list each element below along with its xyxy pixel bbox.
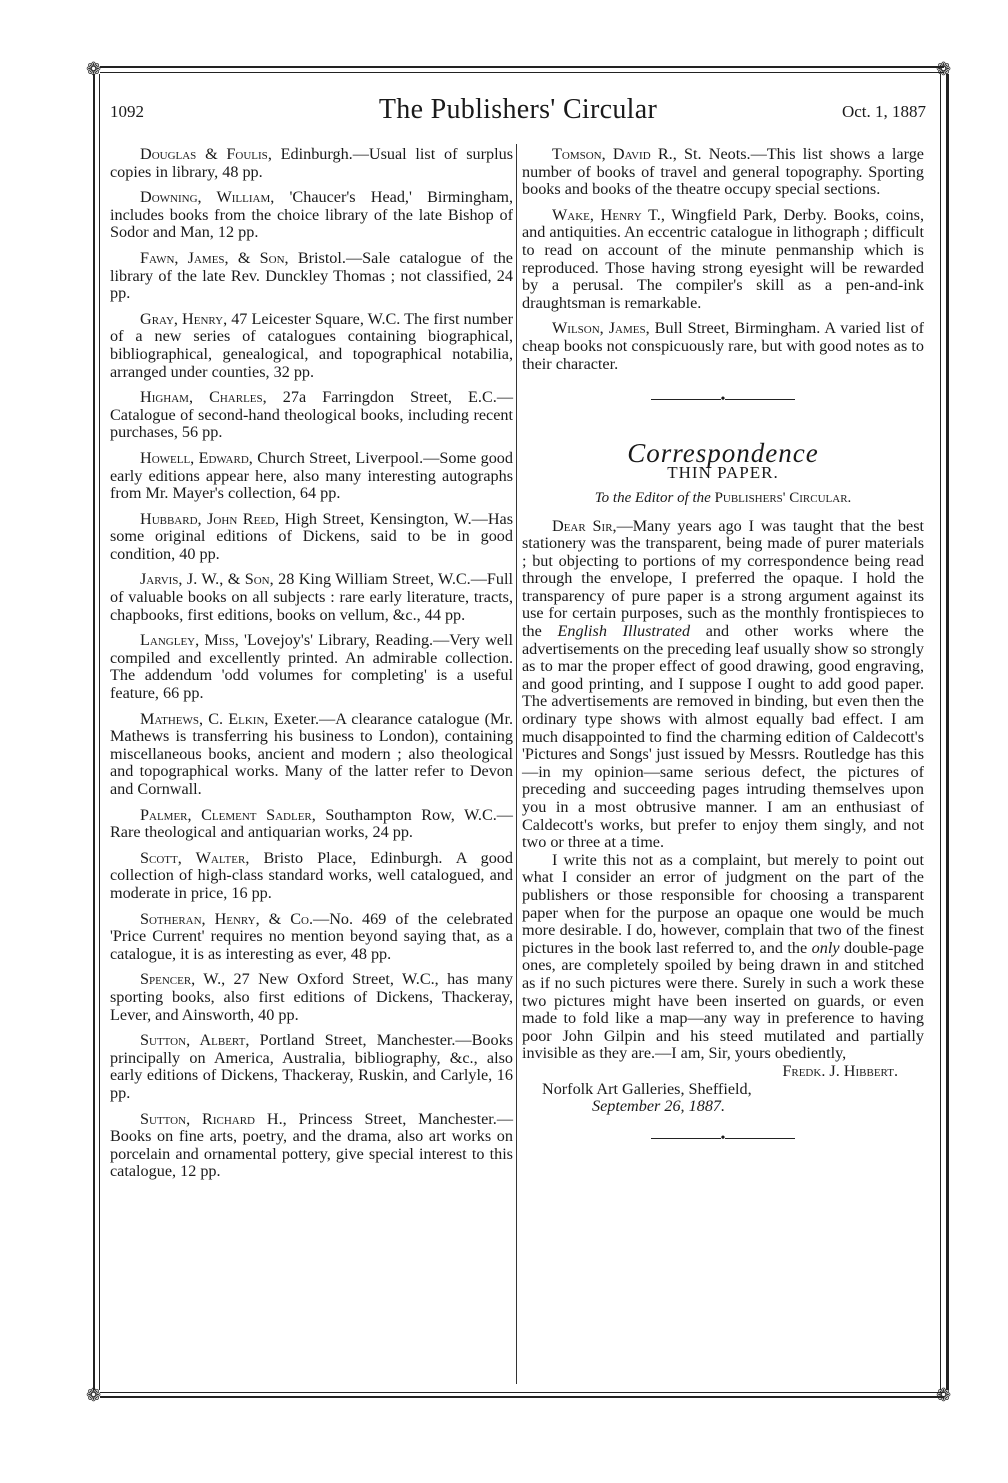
catalogue-entry — [522, 146, 924, 199]
page-number: 1092 — [110, 102, 144, 121]
entry-description: , High Street, Kensington, W.—Has some original editions of Dickens, said to be in good condition, 40 pp. — [110, 509, 513, 563]
addressee-name: Publishers' Circular. — [714, 489, 852, 506]
entry-description: , Edinburgh.—Usual list of surplus copies in library, 48 pp. — [110, 145, 513, 181]
top-rule — [100, 66, 944, 68]
bookseller-name: Sutton, Richard H. — [140, 1109, 283, 1128]
catalogue-entry — [110, 311, 513, 381]
letter-date: September 26, 1887. — [592, 1097, 726, 1116]
entry-description: , 'Lovejoy's' Library, Reading.—Very well compiled and excellently printed. An admirable collection. The addendum 'odd volumes for completing' is a useful feature, 66 pp. — [110, 631, 513, 703]
issue-date: Oct. 1, 1887 — [841, 102, 926, 121]
emphasis: only — [811, 938, 840, 957]
catalogue-entry — [110, 911, 513, 964]
catalogue-entry — [110, 450, 513, 503]
corner-ornament-icon: ❁ — [86, 1385, 102, 1405]
salutation: Dear Sir, — [552, 516, 617, 535]
entry-description: , Bull Street, Birmingham. A varied list of cheap books not conspicuously rare, but with good notes as to their character. — [522, 319, 924, 373]
signature: Fredk. J. Hibbert. — [782, 1061, 898, 1080]
bookseller-name: Mathews, C. Elkin — [140, 709, 265, 728]
paragraph-text: —Many years ago I was taught that the best stationery was the transparent, being made of purer materials ; but objecting to portions of my correspondence being read through the envelope, I preferred the opaque. I hold the transparency of pure paper is a strong argument against its use for certain purposes, such as the monthly frontispieces to the — [522, 516, 924, 641]
catalogue-entry — [522, 320, 924, 373]
column-divider — [516, 144, 517, 1384]
entry-description: , Church Street, Liverpool.—Some good early editions appear here, also many interesting autographs from Mr. Mayer's collection, 64 pp. — [110, 448, 513, 503]
paragraph-text: double-page ones, are completely spoiled by being drawn in and stitched as if no such pictures were there. Surely in such a work these two pictures might have been inserted on guards, or even made to fold like a map—any way in preference to having poor John Gilpin and his steed mutilated and partially invisible as they are.—I am, Sir, yours obediently, — [522, 938, 924, 1063]
entry-description: , 27a Farringdon Street, E.C.—Catalogue of second-hand theological books, including recent purchases, 56 pp. — [110, 388, 514, 442]
addressee-prefix: To the Editor of the — [594, 489, 711, 506]
catalogue-entry — [110, 511, 513, 564]
section-title: Correspondence — [627, 437, 819, 468]
page-title: The Publishers' Circular — [378, 94, 658, 125]
entry-description: , Bristo Place, Edinburgh. A good collection of high-class standard works, well catalogued, and moderate in price, 16 pp. — [110, 848, 513, 902]
entry-description: , 47 Leicester Square, W.C. The first number of a new series of catalogues containing biographical, bibliographical, genealogical, and topographical notabilia, arranged under counties, 32 pp. — [110, 309, 513, 381]
catalogue-entry — [110, 189, 513, 242]
top-rule-thin — [100, 72, 944, 73]
bookseller-name: Howell, Edward — [140, 448, 249, 467]
paragraph-text: and other works where the advertisements on the preceding leaf usually show so strongly as to mar the proper effect of good drawing, good engraving, and good printing, and I suppose I ought to add good paper. The advertisements are removed in binding, but even then the ordinary type shows with almost equally bad effect. I am much disappointed to find the charming edition of Caldecott's 'Pictures and Songs' just issued by Messrs. Routledge has this—in my opinion—same serious defect, the pictures of preceding and succeeding pages intruding themselves upon you in a most obtrusive manner. I am an enthusiast of Caldecott's works, but prefer to enjoy them singly, and not two or three at a time. — [522, 622, 924, 852]
right-column — [522, 146, 924, 1169]
catalogue-entry — [110, 632, 513, 702]
entry-description: , Portland Street, Manchester.—Books principally on America, Australia, bibliography, &c., also early editions of Dickens, Thackeray, Ruskin, and Carlyle, 16 pp. — [110, 1031, 514, 1102]
publication-title: English Illustrated — [557, 622, 691, 641]
bottom-rule — [100, 1396, 944, 1398]
left-border — [93, 74, 95, 1390]
bottom-rule-thin — [100, 1392, 944, 1393]
letter-paragraph — [522, 518, 924, 852]
bookseller-name: Langley, Miss — [140, 631, 235, 650]
catalogue-entry — [110, 250, 513, 303]
bookseller-name: Tomson, David R. — [552, 145, 673, 163]
bookseller-name: Hubbard, John Reed — [140, 509, 275, 528]
catalogue-entry — [110, 1111, 513, 1181]
entry-description: , Southampton Row, W.C.—Rare theological and antiquarian works, 24 pp. — [110, 805, 513, 842]
entry-description: , Princess Street, Manchester.—Books on fine arts, poetry, and the drama, also art works on porcelain and ornamental pottery, give special interest to this catalogue, 12 pp. — [110, 1109, 514, 1181]
bookseller-name: Spencer, W. — [140, 970, 222, 989]
letter-paragraph — [522, 852, 924, 1063]
left-column — [110, 146, 513, 1189]
entry-description: , St. Neots.—This list shows a large number of books of travel and general topography. Sporting books and books of the theatre occupy special sections. — [522, 145, 924, 199]
letter-body — [522, 518, 924, 1116]
bookseller-name: Sotheran, Henry, & Co. — [140, 909, 313, 928]
right-border-thin — [940, 74, 941, 1390]
corner-ornament-icon: ❁ — [936, 1385, 952, 1405]
bookseller-name: Scott, Walter — [140, 848, 246, 867]
bookseller-name: Douglas & Foulis — [140, 145, 268, 163]
catalogue-entry — [110, 971, 513, 1024]
corner-ornament-icon: ❁ — [936, 59, 952, 79]
bookseller-name: Palmer, Clement Sadler — [140, 805, 312, 824]
right-entries — [522, 146, 924, 373]
entry-description: , Wingfield Park, Derby. Books, coins, and antiquities. An eccentric catalogue in lithograph ; difficult to read on account of the minute penmanship which is reproduced. Those having strong eyesight will be rewarded by a perusal. The compiler's skill as a pen-and-ink draughtsman is remarkable. — [522, 205, 925, 312]
catalogue-entry — [522, 207, 924, 313]
bookseller-name: Wake, Henry T. — [552, 205, 661, 224]
bookseller-name: Fawn, James, & Son — [140, 248, 285, 267]
catalogue-entry — [110, 711, 513, 799]
entry-description: , 27 New Oxford Street, W.C., has many sporting books, also first editions of Dickens, Thackeray, Lever, and Ainsworth, 40 pp. — [110, 970, 513, 1024]
entry-description: , Exeter.—A clearance catalogue (Mr. Mathews is transferring his business to London), containing miscellaneous books, ancient and modern ; also theological and topographical works. Many of the latter refer to Devon and Cornwall. — [110, 709, 513, 798]
entry-description: , 28 King William Street, W.C.—Full of valuable books on all subjects : rare early literature, tracts, chapbooks, first editions, books on vellum, &c., 44 pp. — [110, 570, 513, 624]
entry-description: —No. 469 of the celebrated 'Price Current' requires no mention beyond saying that, as a catalogue, it is as interesting as ever, 48 pp. — [110, 909, 513, 963]
letter-title: THIN PAPER. — [667, 463, 779, 483]
right-border — [946, 74, 949, 1390]
entry-description: , Bristol.—Sale catalogue of the library of the late Rev. Dunckley Thomas ; not classified, 24 pp. — [110, 248, 513, 303]
catalogue-entry — [110, 146, 513, 181]
catalogue-entry — [110, 571, 513, 624]
catalogue-entry — [110, 1032, 513, 1102]
section-divider: • — [522, 391, 924, 409]
end-divider: • — [522, 1130, 924, 1148]
bookseller-name: Higham, Charles — [140, 388, 263, 407]
page-header — [110, 92, 926, 126]
corner-ornament-icon: ❁ — [86, 59, 102, 79]
bookseller-name: Gray, Henry — [140, 309, 224, 328]
bookseller-name: Jarvis, J. W., & Son — [140, 570, 270, 589]
catalogue-entry — [110, 807, 513, 842]
entry-description: , 'Chaucer's Head,' Birmingham, includes books from the choice library of the late Bishop of Sodor and Man, 12 pp. — [110, 188, 513, 242]
letter-addressee — [522, 490, 924, 508]
catalogue-entry — [110, 850, 513, 903]
bookseller-name: Sutton, Albert — [140, 1031, 246, 1050]
bookseller-name: Wilson, James — [552, 319, 646, 338]
bookseller-name: Downing, William — [140, 188, 271, 207]
paragraph-text: I write this not as a complaint, but merely to point out what I consider an error of judgment on the part of the publishers or those responsible for choosing a transparent paper when for the purpose an opaque one would be much more desirable. I do, however, complain that two of the finest pictures in the book last referred to, and the — [522, 850, 924, 957]
catalogue-entry — [110, 389, 513, 442]
sender-address: Norfolk Art Galleries, Sheffield, — [542, 1079, 752, 1098]
left-border-thin — [99, 74, 100, 1390]
